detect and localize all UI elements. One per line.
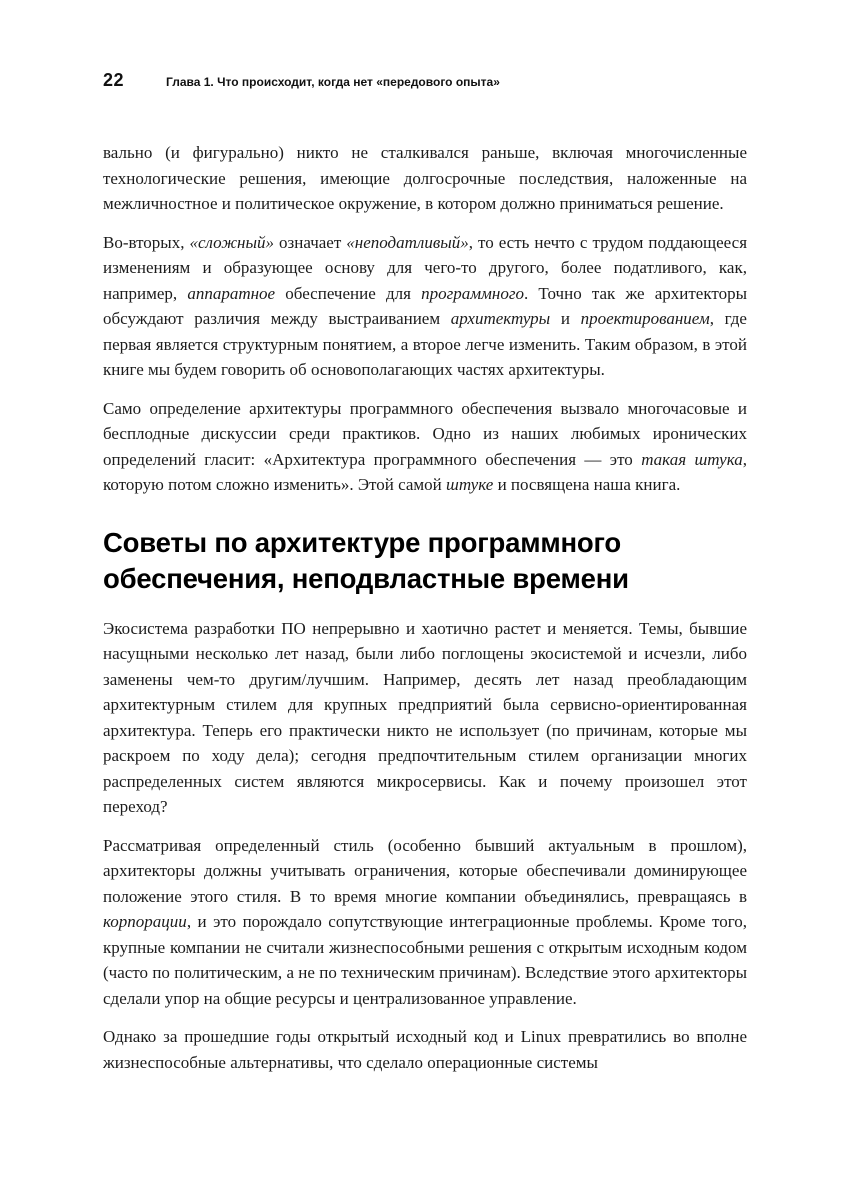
text-run: означает bbox=[274, 232, 347, 252]
text-run-italic: проектированием bbox=[580, 309, 710, 328]
text-run-italic: «неподатливый» bbox=[346, 232, 469, 252]
text-run-italic: аппаратное bbox=[187, 283, 276, 303]
paragraph-ecosystem bbox=[103, 616, 747, 820]
text-run: , которую потом сложно изменить». Этой самой bbox=[103, 449, 747, 494]
paragraph-architecture-definition bbox=[103, 396, 747, 498]
text-run-italic: «сложный» bbox=[189, 232, 275, 252]
text-run-italic: программного bbox=[421, 283, 524, 303]
text-run: , то есть нечто с трудом поддающееся изменениям и образующее основу для чего-то другого, более податливого, как, например, bbox=[103, 232, 748, 303]
text-run: вально (и фигурально) никто не сталкивался раньше, включая многочисленные технологические решения, имеющие долгосрочные последствия, наложенные на межличностное и политическое окружение, в котором должно приниматься решение. bbox=[103, 143, 747, 213]
text-run-italic: корпорации bbox=[103, 912, 187, 931]
text-run: и посвящена наша книга. bbox=[493, 475, 681, 494]
paragraph-complex-definition bbox=[103, 230, 747, 383]
text-run: и bbox=[550, 309, 581, 328]
body-text bbox=[103, 140, 747, 1075]
page-number: 22 bbox=[103, 70, 125, 90]
text-run: Экосистема разработки ПО непрерывно и хаотично растет и меняется. Темы, бывшие насущными несколько лет назад, были либо поглощены экосистемой и исчезли, либо заменены чем-то другим/лучшим. Например, десять лет назад преобладающим архитектурным стилем для крупных предприятий была сервисно-ориентированная архитектура. Теперь его практически никто не использует (по причинам, которые мы раскроем по ходу дела); сегодня предпочтительным стилем организации многих распределенных систем являются микросервисы. Как и почему произошел этот переход? bbox=[103, 618, 747, 816]
text-run: Рассматривая определенный стиль (особенно бывший актуальным в прошлом), архитекторы должны учитывать ограничения, которые обеспечивали доминирующее положение этого стиля. В то время многие компании объединялись, превращаясь в bbox=[103, 835, 747, 906]
text-run-italic: такая штука bbox=[641, 449, 743, 469]
text-run: . Точно так же архитекторы обсуждают различия между выстраиванием bbox=[103, 283, 747, 328]
text-run: Во-вторых, bbox=[103, 232, 190, 252]
paragraph-continuation bbox=[103, 140, 747, 217]
text-run-italic: архитектуры bbox=[450, 309, 551, 328]
paragraph-open-source bbox=[103, 1024, 747, 1075]
text-run: Само определение архитектуры программного обеспечения вызвало многочасовые и бесплодные дискуссии среди практиков. Одно из наших любимых иронических определений гласит: «Архитектура программного обеспечения — это bbox=[103, 398, 747, 469]
page-header bbox=[103, 70, 746, 91]
chapter-title: Глава 1. Что происходит, когда нет «передового опыта» bbox=[166, 75, 500, 89]
section-heading: Советы по архитектуре программного обеспечения, неподвластные времени bbox=[103, 526, 629, 594]
text-run: , где первая является структурным понятием, а второе легче изменить. Таким образом, в этой книге мы будем говорить об основополагающих частях архитектуры. bbox=[103, 309, 747, 379]
text-run: Однако за прошедшие годы открытый исходный код и Linux превратились во вполне жизнеспособные альтернативы, что сделало операционные системы bbox=[103, 1027, 747, 1072]
text-run: обеспечение для bbox=[275, 283, 422, 303]
text-run: , и это порождало сопутствующие интеграционные проблемы. Кроме того, крупные компании не считали жизнеспособными решения с открытым исходным кодом (часто по политическим, а не по техническим причинам). Вследствие этого архитекторы сделали упор на общие ресурсы и централизованное управление. bbox=[103, 912, 747, 1008]
paragraph-style-constraints bbox=[103, 833, 747, 1012]
text-run-italic: штуке bbox=[446, 475, 494, 494]
